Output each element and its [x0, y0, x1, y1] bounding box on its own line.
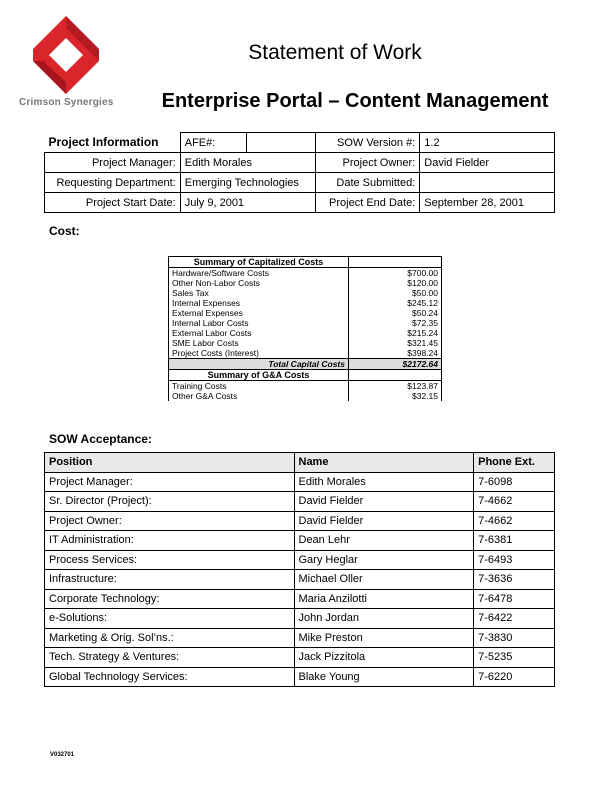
cost-item-value: $700.00	[349, 268, 442, 279]
name-cell: Gary Heglar	[294, 550, 474, 570]
phone-ext-cell: 7-3830	[474, 628, 555, 648]
cost-item-value: $120.00	[349, 278, 442, 288]
project-manager-value: Edith Morales	[180, 153, 316, 173]
name-cell: Jack Pizzitola	[294, 648, 474, 668]
ga-item-name: Training Costs	[169, 381, 349, 392]
name-cell: Dean Lehr	[294, 531, 474, 551]
phone-ext-cell: 7-6493	[474, 550, 555, 570]
cost-item-value: $321.45	[349, 338, 442, 348]
position-cell: Project Manager:	[45, 472, 295, 492]
project-info-table	[44, 132, 555, 213]
cost-item-name: Project Costs (Interest)	[169, 348, 349, 359]
afe-value	[246, 133, 316, 153]
cost-item-name: Internal Expenses	[169, 298, 349, 308]
position-cell: IT Administration:	[45, 531, 295, 551]
cost-item-value: $245.12	[349, 298, 442, 308]
cost-section-label: Cost:	[49, 224, 80, 238]
cost-row	[169, 370, 442, 381]
cost-row	[169, 278, 442, 288]
phone-ext-cell: 7-6422	[474, 609, 555, 629]
position-cell: Infrastructure:	[45, 570, 295, 590]
name-cell: Blake Young	[294, 667, 474, 687]
ga-item-name: Other G&A Costs	[169, 391, 349, 401]
project-info-heading: Project Information	[45, 133, 181, 153]
position-cell: Project Owner:	[45, 511, 295, 531]
cost-row	[169, 298, 442, 308]
name-cell: John Jordan	[294, 609, 474, 629]
phone-ext-cell: 7-4662	[474, 492, 555, 512]
table-row	[45, 472, 555, 492]
info-row	[45, 173, 555, 193]
cost-row	[169, 348, 442, 359]
ga-item-value: $123.87	[349, 381, 442, 392]
phone-ext-cell: 7-5235	[474, 648, 555, 668]
total-capital-label: Total Capital Costs	[169, 359, 349, 370]
total-capital-value: $2172.64	[349, 359, 442, 370]
cost-item-name: Internal Labor Costs	[169, 318, 349, 328]
table-row	[45, 609, 555, 629]
cost-item-value: $72.35	[349, 318, 442, 328]
afe-label: AFE#:	[180, 133, 246, 153]
info-row	[45, 193, 555, 213]
column-header: Position	[45, 453, 295, 473]
position-cell: Marketing & Orig. Sol’ns.:	[45, 628, 295, 648]
cost-value-blank	[349, 370, 442, 381]
position-cell: Global Technology Services:	[45, 667, 295, 687]
table-row	[45, 511, 555, 531]
cost-item-value: $215.24	[349, 328, 442, 338]
cost-item-name: SME Labor Costs	[169, 338, 349, 348]
sow-version-value: 1.2	[420, 133, 555, 153]
name-cell: Maria Anzilotti	[294, 589, 474, 609]
cost-item-name: External Expenses	[169, 308, 349, 318]
department-value: Emerging Technologies	[180, 173, 316, 193]
cost-row	[169, 381, 442, 392]
project-owner-label: Project Owner:	[316, 153, 420, 173]
position-cell: Process Services:	[45, 550, 295, 570]
phone-ext-cell: 7-6478	[474, 589, 555, 609]
cost-row	[169, 338, 442, 348]
table-row	[45, 648, 555, 668]
table-row	[45, 570, 555, 590]
company-name: Crimson Synergies	[19, 97, 114, 108]
cost-item-name: Hardware/Software Costs	[169, 268, 349, 279]
table-row	[45, 589, 555, 609]
cost-item-name: Other Non-Labor Costs	[169, 278, 349, 288]
name-cell: David Fielder	[294, 492, 474, 512]
column-header: Name	[294, 453, 474, 473]
sow-acceptance-table	[44, 452, 555, 687]
column-header: Phone Ext.	[474, 453, 555, 473]
project-owner-value: David Fielder	[420, 153, 555, 173]
name-cell: David Fielder	[294, 511, 474, 531]
position-cell: Sr. Director (Project):	[45, 492, 295, 512]
cost-item-value: $50.24	[349, 308, 442, 318]
cost-item-name: External Labor Costs	[169, 328, 349, 338]
cost-value-blank	[349, 257, 442, 268]
date-submitted-label: Date Submitted:	[316, 173, 420, 193]
phone-ext-cell: 7-6220	[474, 667, 555, 687]
document-code: V032701	[50, 752, 75, 758]
acceptance-section-label: SOW Acceptance:	[49, 432, 152, 446]
start-date-value: July 9, 2001	[180, 193, 316, 213]
table-row	[45, 492, 555, 512]
cost-row	[169, 391, 442, 401]
cost-row	[169, 257, 442, 268]
cost-row	[169, 308, 442, 318]
sow-version-label: SOW Version #:	[316, 133, 420, 153]
name-cell: Mike Preston	[294, 628, 474, 648]
info-row	[45, 133, 555, 153]
phone-ext-cell: 7-6098	[474, 472, 555, 492]
phone-ext-cell: 7-6381	[474, 531, 555, 551]
phone-ext-cell: 7-4662	[474, 511, 555, 531]
project-manager-label: Project Manager:	[45, 153, 181, 173]
document-subtitle: Enterprise Portal – Content Management	[161, 90, 549, 112]
table-row	[45, 531, 555, 551]
date-submitted-value	[420, 173, 555, 193]
phone-ext-cell: 7-3636	[474, 570, 555, 590]
position-cell: Tech. Strategy & Ventures:	[45, 648, 295, 668]
position-cell: e-Solutions:	[45, 609, 295, 629]
info-row	[45, 153, 555, 173]
end-date-value: September 28, 2001	[420, 193, 555, 213]
end-date-label: Project End Date:	[316, 193, 420, 213]
ga-costs-title: Summary of G&A Costs	[169, 370, 349, 381]
cost-item-name: Sales Tax	[169, 288, 349, 298]
acceptance-header-row	[45, 453, 555, 473]
name-cell: Michael Oller	[294, 570, 474, 590]
cost-row	[169, 268, 442, 279]
table-row	[45, 550, 555, 570]
cost-row	[169, 328, 442, 338]
position-cell: Corporate Technology:	[45, 589, 295, 609]
cost-row	[169, 288, 442, 298]
table-row	[45, 667, 555, 687]
department-label: Requesting Department:	[45, 173, 181, 193]
cost-item-value: $398.24	[349, 348, 442, 359]
cost-summary-table	[168, 256, 442, 401]
document-title: Statement of Work	[248, 41, 422, 64]
cost-row	[169, 318, 442, 328]
name-cell: Edith Morales	[294, 472, 474, 492]
start-date-label: Project Start Date:	[45, 193, 181, 213]
cost-item-value: $50.00	[349, 288, 442, 298]
ga-item-value: $32.15	[349, 391, 442, 401]
capitalized-costs-title: Summary of Capitalized Costs	[169, 257, 349, 268]
table-row	[45, 628, 555, 648]
cost-row	[169, 359, 442, 370]
